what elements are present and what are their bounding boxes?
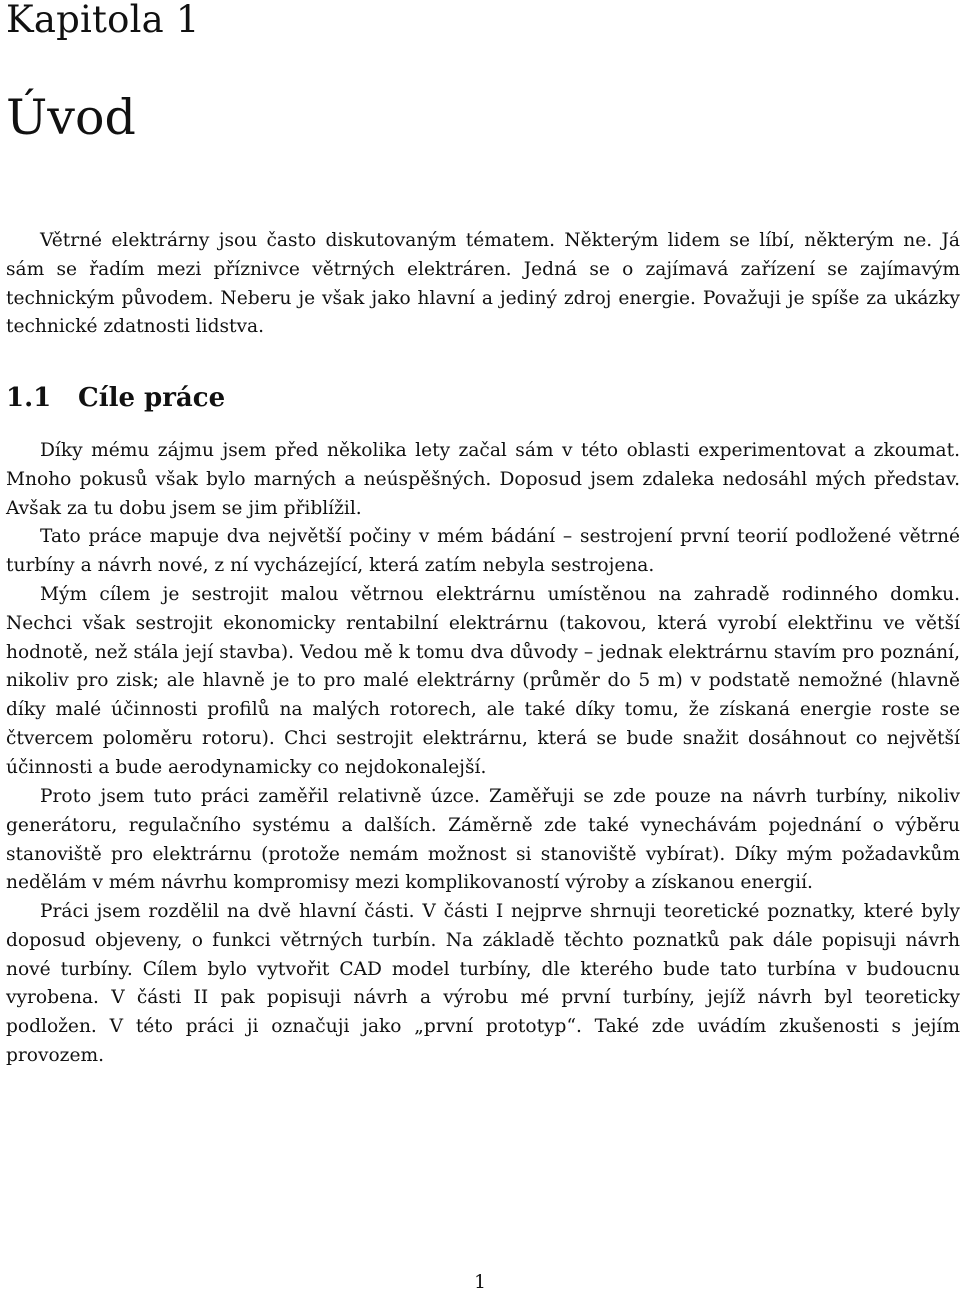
intro-paragraph: Větrné elektrárny jsou často diskutovaným tématem. Některým lidem se líbí, některým ne. Já sám se řadím mezi příznivce větrných elektráren. Jedná se o zajímavá zařízení se zajímavým technickým původem. Neberu je však jako hlavní a jediný zdroj energie. Považuji je spíše za ukázky technické zdatnosti lidstva.	[6, 230, 960, 338]
section-title: Cíle práce	[78, 383, 226, 413]
section-paragraph: Práci jsem rozdělil na dvě hlavní části. V části I nejprve shrnuji teoretické poznatky, které byly doposud objeveny, o funkci větrných turbín. Na základě těchto poznatků pak dále popisuji návrh nové turbíny. Cílem bylo vytvořit CAD model turbíny, dle kterého bude tato turbína v budoucnu vyrobena. V části II pak popisuji návrh a výrobu mé první turbíny, jejíž návrh byl teoreticky podložen. V této práci ji označuji jako „první prototyp“. Také zde uvádím zkušenosti s jejím provozem.	[6, 901, 960, 1066]
section-paragraph: Díky mému zájmu jsem před několika lety začal sám v této oblasti experimentovat a zkoumat. Mnoho pokusů však bylo marných a neúspěšných. Doposud jsem zdaleka nedosáhl mých představ. Avšak za tu dobu jsem se jim přiblížil.	[6, 440, 960, 519]
section-number: 1.1	[6, 383, 52, 413]
section-paragraph: Mým cílem je sestrojit malou větrnou elektrárnu umístěnou na zahradě rodinného domku. Nechci však sestrojit ekonomicky rentabilní elektrárnu (takovou, která vyrobí elektřinu ve větší hodnotě, než stála její stavba). Vedou mě k tomu dva důvody – jednak elektrárnu stavím pro poznání, nikoliv pro zisk; ale hlavně je to pro malé elektrárny (průměr do 5 m) v podstatě nemožné (hlavně díky malé účinnosti profilů na malých rotorech, ale také díky tomu, že získaná energie roste se čtvercem poloměru rotoru). Chci sestrojit elektrárnu, která se bude snažit dosáhnout co největší účinnosti a bude aerodynamicky co nejdokonalejší.	[6, 584, 960, 778]
chapter-label: Kapitola 1	[6, 0, 200, 41]
section-paragraph: Tato práce mapuje dva největší počiny v mém bádání – sestrojení první teorií podložené větrné turbíny a návrh nové, z ní vycházející, která zatím nebyla sestrojena.	[6, 526, 960, 576]
section-heading	[6, 380, 225, 416]
page-number: 1	[474, 1272, 486, 1293]
chapter-title: Úvod	[6, 89, 136, 146]
section-paragraph: Proto jsem tuto práci zaměřil relativně úzce. Zaměřuji se zde pouze na návrh turbíny, nikoliv generátoru, regulačního systému a dalších. Záměrně zde také vynechávám pojednání o výběru stanoviště pro elektrárnu (protože nemám možnost si stanoviště vybírat). Díky mým požadavkům nedělám v mém návrhu kompromisy mezi komplikovaností výroby a získanou energií.	[6, 786, 960, 894]
